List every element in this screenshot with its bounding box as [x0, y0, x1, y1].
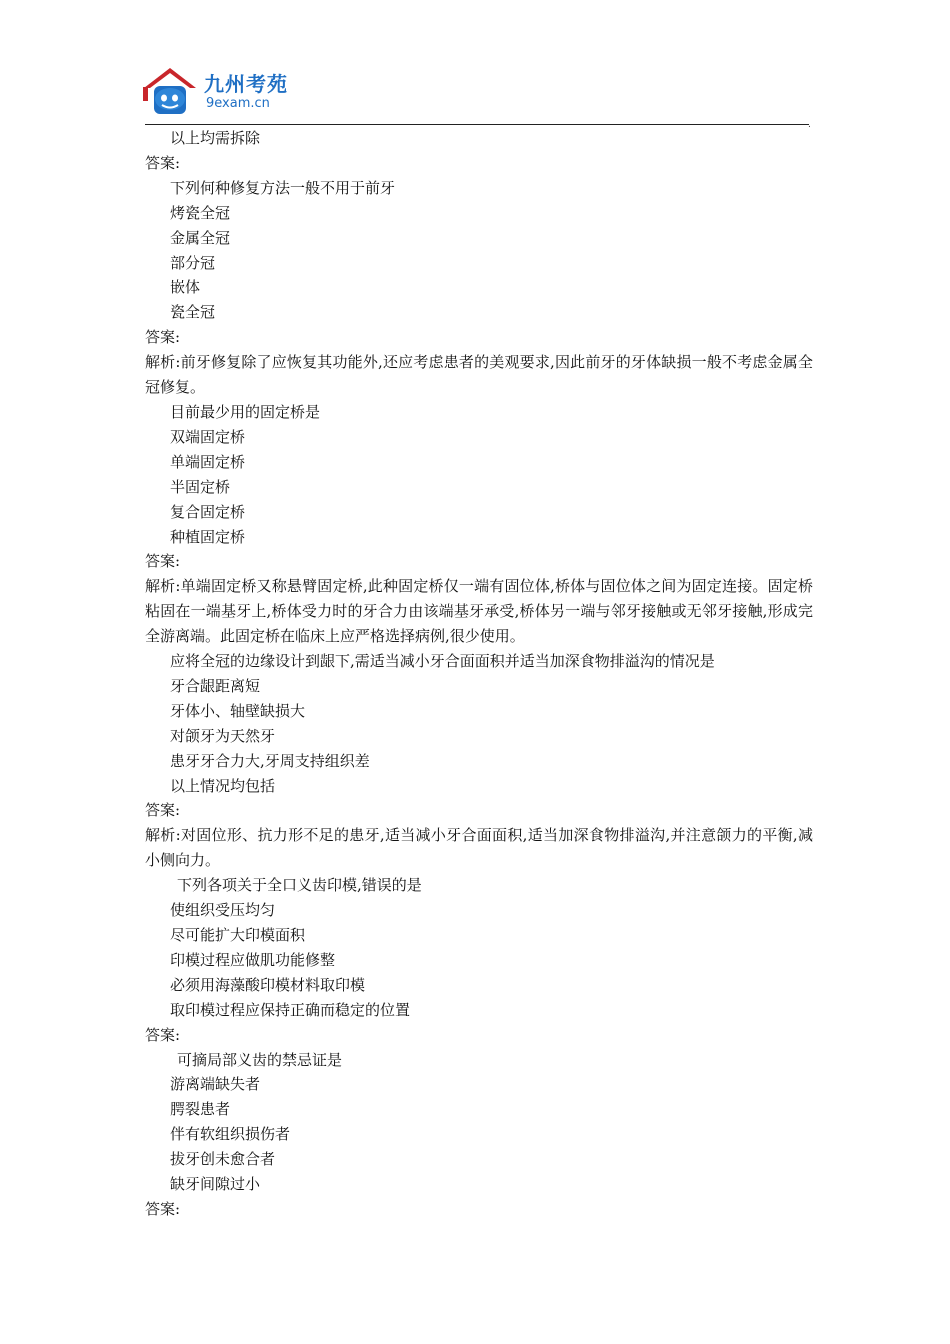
question-line: 使组织受压均匀 — [170, 901, 276, 920]
question-line: 目前最少用的固定桥是 — [170, 402, 321, 421]
logo-wordmark — [204, 72, 288, 112]
answer-label: 答案: — [145, 801, 181, 820]
question-line: 单端固定桥 — [170, 452, 246, 471]
question-line: 腭裂患者 — [170, 1100, 231, 1119]
question-line: 尽可能扩大印模面积 — [170, 926, 306, 944]
question-line: 半固定桥 — [170, 477, 231, 496]
question-line: 瓷全冠 — [170, 303, 216, 322]
explanation-paragraph: 解析:前牙修复除了应恢复其功能外,还应考虑患者的美观要求,因此前牙的牙体缺损一般不考虑金属全冠修复。 — [145, 353, 813, 397]
question-line: 双端固定桥 — [170, 427, 246, 446]
question-line: 牙体小、轴壁缺损大 — [170, 701, 306, 720]
answer-label: 答案: — [145, 1025, 181, 1044]
question-line: 部分冠 — [170, 253, 216, 272]
question-line: 下列各项关于全口义齿印模,错误的是 — [177, 876, 422, 895]
answer-label: 答案: — [145, 1199, 181, 1218]
explanation-paragraph: 解析:单端固定桥又称悬臂固定桥,此种固定桥仅一端有固位体,桥体与固位体之间为固定连接。固定桥粘固在一端基牙上,桥体受力时的牙合力由该端基牙承受,桥体另一端与邻牙接触或无邻牙接触,形成完全游离端。此固定桥在临床上应严格选择病例,很少使用。 — [145, 577, 813, 646]
question-line: 嵌体 — [170, 278, 201, 297]
question-line: 伴有软组织损伤者 — [170, 1125, 291, 1144]
brand-name-cn: 九州考苑 — [204, 72, 288, 96]
question-line: 下列何种修复方法一般不用于前牙 — [170, 178, 396, 197]
question-line: 以上均需拆除 — [170, 129, 261, 147]
question-line: 对颌牙为天然牙 — [170, 726, 276, 745]
divider-end-mark: . — [808, 120, 811, 130]
question-line: 金属全冠 — [170, 228, 231, 247]
question-line: 可摘局部义齿的禁忌证是 — [177, 1050, 343, 1069]
document-body — [145, 126, 813, 1222]
brand-name-en: 9exam.cn — [206, 96, 270, 111]
question-line: 牙合龈距离短 — [170, 676, 261, 695]
answer-label: 答案: — [145, 328, 181, 347]
question-line: 种植固定桥 — [170, 527, 246, 546]
logo-icon — [140, 62, 204, 120]
question-line: 必须用海藻酸印模材料取印模 — [170, 975, 366, 994]
question-line: 以上情况均包括 — [170, 776, 276, 795]
page-header — [140, 62, 820, 126]
question-line: 应将全冠的边缘设计到龈下,需适当减小牙合面面积并适当加深食物排溢沟的情况是 — [170, 652, 715, 671]
question-line: 取印模过程应保持正确而稳定的位置 — [170, 1000, 411, 1019]
question-line: 游离端缺失者 — [170, 1075, 261, 1094]
answer-label: 答案: — [145, 153, 181, 172]
answer-label: 答案: — [145, 552, 181, 571]
question-line: 缺牙间隙过小 — [170, 1175, 261, 1194]
explanation-paragraph: 解析:对固位形、抗力形不足的患牙,适当减小牙合面面积,适当加深食物排溢沟,并注意颌力的平衡,减小侧向力。 — [145, 826, 813, 870]
question-line: 拔牙创未愈合者 — [170, 1150, 276, 1169]
question-line: 复合固定桥 — [170, 502, 246, 521]
question-line: 患牙牙合力大,牙周支持组织差 — [170, 751, 370, 770]
header-divider — [145, 124, 809, 125]
question-line: 印模过程应做肌功能修整 — [170, 950, 336, 969]
question-line: 烤瓷全冠 — [170, 203, 231, 222]
